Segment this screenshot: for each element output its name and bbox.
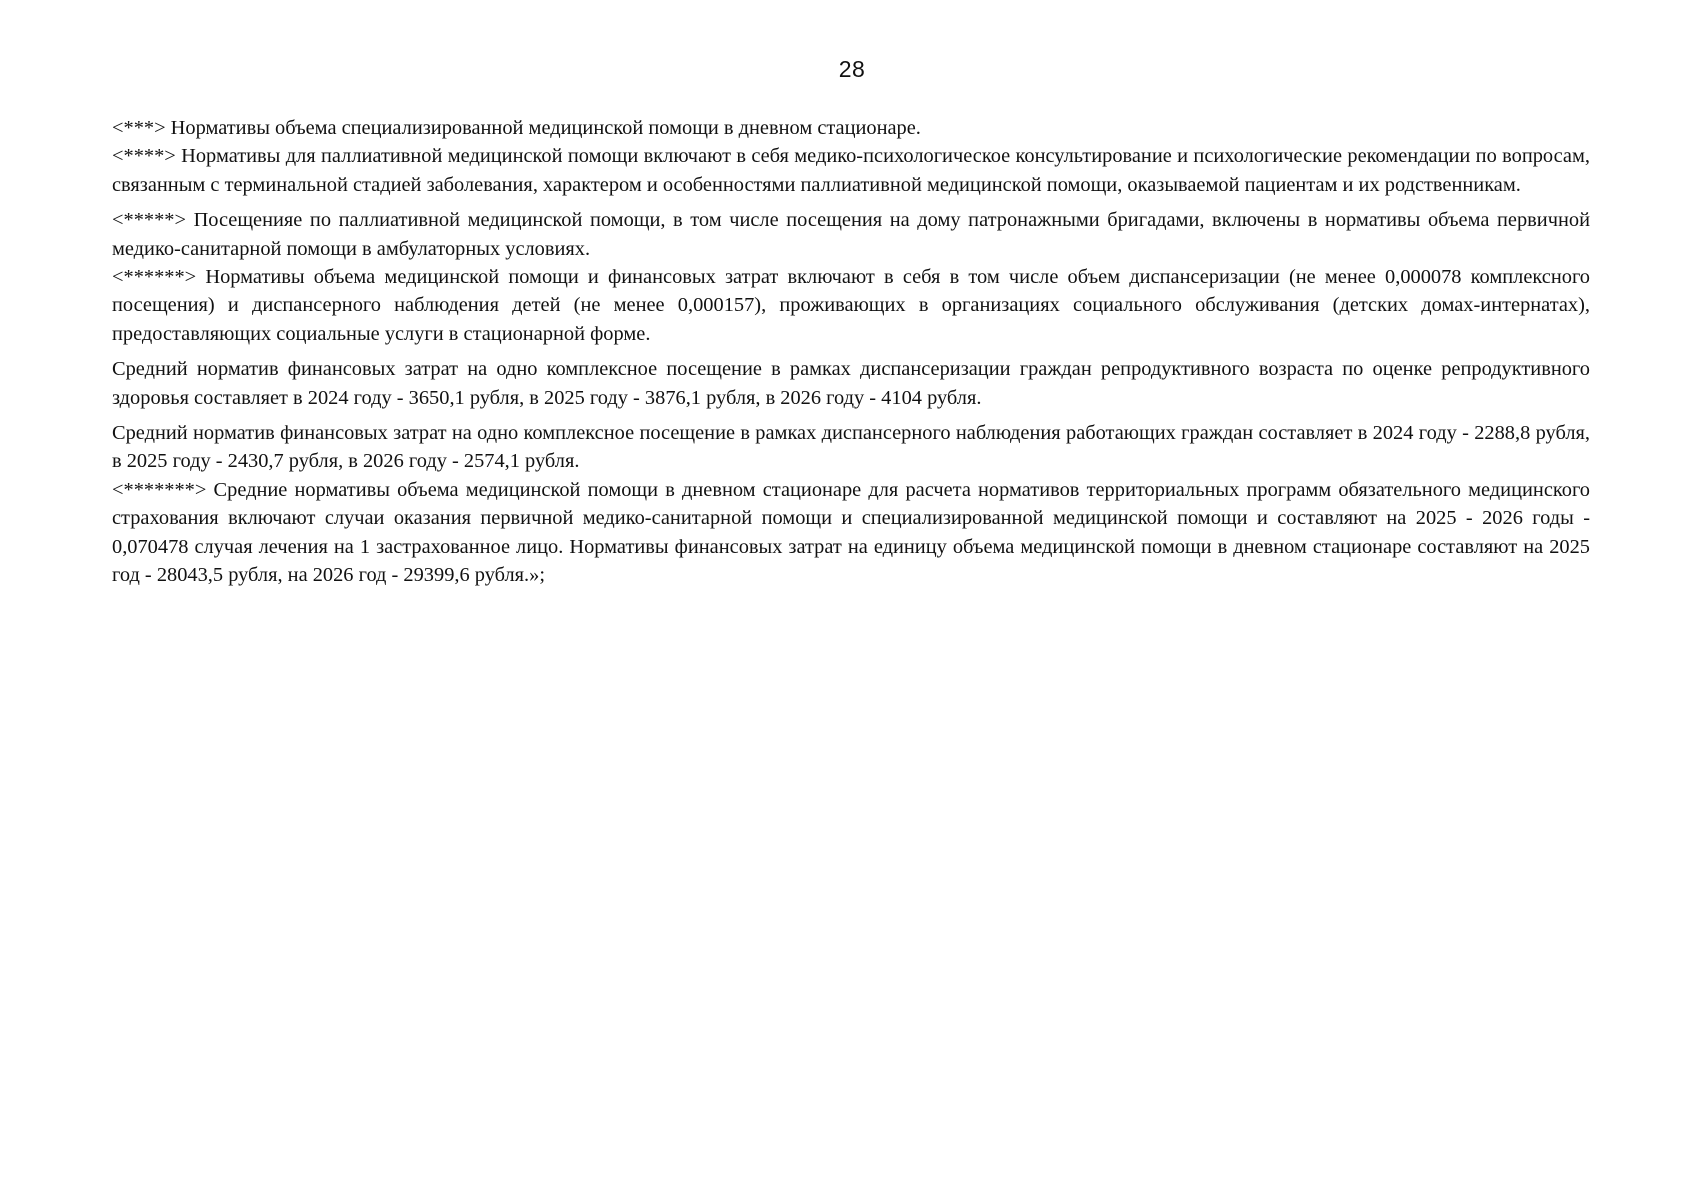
footnote-7-stars: <*******> Средние нормативы объема медицинской помощи в дневном стационаре для расчета нормативов территориальных программ обязательного медицинского страхования включают случаи оказания первичной медико-санитарной помощи и специализированной медицинской помощи и составляют на 2025 - 2026 годы - 0,070478 случая лечения на 1 застрахованное лицо. Нормативы финансовых затрат на единицу объема медицинской помощи в дневном стационаре составляют на 2025 год - 28043,5 рубля, на 2026 год - 29399,6 рубля.»;: [112, 478, 1590, 587]
page-number: 28: [838, 56, 866, 82]
footnote-5-stars: <*****> Посещенияе по паллиативной медицинской помощи, в том числе посещения на дому патронажными бригадами, включены в нормативы объема первичной медико-санитарной помощи в амбулаторных условиях.: [112, 209, 1590, 260]
footnote-6-stars: <******> Нормативы объема медицинской помощи и финансовых затрат включают в себя в том числе объем диспансеризации (не менее 0,000078 комплексного посещения) и диспансерного наблюдения детей (не менее 0,000157), проживающих в организациях социального обслуживания (детских домах-интернатах), предоставляющих социальные услуги в стационарной форме.: [112, 266, 1590, 345]
footnote-3-stars: <***> Нормативы объема специализированной медицинской помощи в дневном стационаре.: [112, 117, 921, 139]
footnote-4-stars: <****> Нормативы для паллиативной медицинской помощи включают в себя медико-психологическое консультирование и психологические рекомендации по вопросам, связанным с терминальной стадией заболевания, характером и особенностями паллиативной медицинской помощи, оказываемой пациентам и их родственникам.: [112, 145, 1590, 196]
paragraph-reproductive-health-cost: Средний норматив финансовых затрат на одно комплексное посещение в рамках диспансеризации граждан репродуктивного возраста по оценке репродуктивного здоровья составляет в 2024 году - 3650,1 рубля, в 2025 году - 3876,1 рубля, в 2026 году - 4104 рубля.: [112, 358, 1590, 409]
document-body: [112, 114, 1590, 590]
paragraph-working-citizens-cost: Средний норматив финансовых затрат на одно комплексное посещение в рамках диспансерного наблюдения работающих граждан составляет в 2024 году - 2288,8 рубля, в 2025 году - 2430,7 рубля, в 2026 году - 2574,1 рубля.: [112, 422, 1590, 473]
